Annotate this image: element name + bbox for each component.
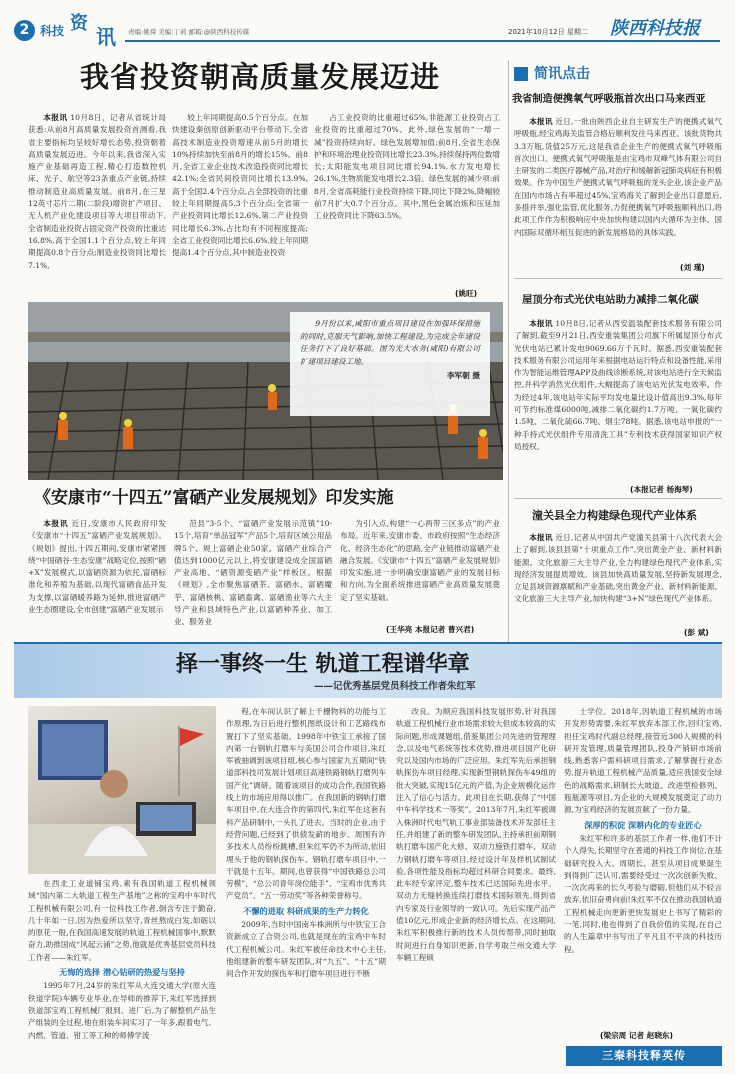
feature-col-3 <box>396 706 556 1068</box>
feature-banner <box>14 642 722 698</box>
lead-col-2 <box>172 112 308 300</box>
ankang-sign: (王华亮 本报记者 曹兴君) <box>386 625 475 634</box>
ankang-col-2 <box>174 518 332 636</box>
masthead <box>0 0 735 50</box>
feature-col-4-subhead: 深厚的积淀 深耕内化的专业匠心 <box>584 819 702 830</box>
right-column-divider <box>508 60 509 642</box>
brief-divider-1 <box>514 278 722 279</box>
brief2-lead-in: 本报讯 <box>529 319 553 328</box>
brief3-lead-in: 本报讯 <box>529 533 553 542</box>
lead-col-1 <box>28 112 166 300</box>
feature-col-2b-text: 2009年,当时中国南车株洲所与中铁宝工合资新成立了合资公司,也就是现在的宝鸡中车时代工程机械公司。朱红军被任命技术中心主任,他组建新的整车研发团队,对“九五”、“十五”期间合作开发的探伤车和打磨车项目进行不断 <box>226 920 386 979</box>
feature-col-1-text: 在西北工业道铺宝鸡,素有我国轨道工程机械领域“国内第二大轨道工程生产基地”之称的宝鸡中车时代工程机械有限公司,有一位科技工作者,倒含专注于勤奋,几十年如一日,因为热爱所以坚守,青丝熬成白发,如砺以的原花一般,在我国高速发展的轨道工程机械国事中,默默奋力,助推国成“风起云涌”之势,他就是优秀基层党员科技工作者——朱红军。 <box>28 879 216 962</box>
section-label: 科技 <box>40 24 65 38</box>
feature-sign: (梁宗周 记者 赵晓东) <box>600 1031 673 1040</box>
feature-col-4 <box>564 706 722 1028</box>
brief2-body <box>514 318 722 484</box>
portrait-photo <box>28 706 216 874</box>
lead-col-3 <box>314 112 500 284</box>
feature-badge: 三秦科技释英传 <box>566 1046 722 1066</box>
feature-col-3-text: 改良。为顺应我国科技发展形势,针对我国轨道工程机械行业市场需求较大但成本较高的实际问题,形成课题组,借鉴集团公司先进的管理理念,以及电气系统等技术优势,推进项目国产化研究以及国内市场的广泛应用。朱红军先后承担钢轨探伤车项目经理,实现新型钢轨探伤车49组的批大突破,实现15亿元的产值,为企业规模化运作注入了信心与活力。此项目在长期,获得了“中国中车科学技术一等奖”。2013年7月,朱红军被调入株洲时代电气轨工事业部装备技术开发部任主任,并组建了新的整车研发团队,主持承担前期钢轨打磨车国产化大修、双动力施铁打磨车、双动力钢轨打磨车等项目,经过设计年及样机试制试验,各项性能及指标均超过科研合同要求。最终,此车经专家评定,整车技术已达国际先进水平。双动力无缝转换连续打磨技术国际领先,得到省内专家及行业领导的一致认可。先后实现产品产值10亿元,形成企业新的经济增长点。在这期间,朱红军积极推行新的技术人员传帮带,同时抽取时间进行自身知识更新,自学考取兰州交通大学车辆工程硕 <box>396 707 556 962</box>
ankang-col-3-text: 为引入点,构建“一心两带三区多点”的产业布局。近年来,安康市委、市政府按照“生态经济化、经济生态化”的思路,全产业链推动富硒产业融合发展。《安康市“十四五”富硒产业发展规划》印发实施,进一步明确安康富硒产业的发展目标和方向,为全面系统推进富硒产业高质量发展奠定了坚实基础。 <box>340 519 500 602</box>
ankang-col-2-text: 范县”3-5个、“富硒产业发展示范镇”10-15个,培育“单品冠军”产品5个,培育区域公用品牌5个、规上富硒企业50家。富硒产业综合产值达到1000亿元以上,将安康建设成全国富硒产业高地、“硒资源变硒产业”样板区。根据《规划》,全市聚焦富硒茶、富硒水、富硒魔芋、富硒核桃、富硒畜禽、富硒渔业等六大主导产业和县域特色产业,以富硒种养业、加工业、服务业 <box>174 519 332 627</box>
ankang-lead-in: 本报讯 <box>43 519 69 528</box>
portrait-scene <box>28 706 216 874</box>
ankang-col-3 <box>340 518 500 626</box>
brief2-headline: 屋顶分布式光伏电站助力减排二氧化碳 <box>522 294 699 306</box>
feature-col-2 <box>226 706 386 1068</box>
ankang-headline: 《安康市“十四五”富硒产业发展规划》印发实施 <box>34 488 394 508</box>
ankang-col-1 <box>28 518 166 636</box>
newspaper-name: 陕西科技报 <box>610 18 700 39</box>
lead-headline: 我省投资朝高质量发展迈进 <box>80 60 441 94</box>
feature-col-1-subhead: 无悔的选择 潜心钻研的热爱与坚持 <box>59 967 185 978</box>
brief1-body <box>514 116 722 262</box>
construction-photo <box>28 302 503 480</box>
feature-col-2-text: 程,在车间认识了解上千栅物料的功能与工作原理,为日后进行整机图纸设计和工艺路线布置打下了坚实基础。1998年中铁宝工承接了国内第一台钢轨打磨车与美国公司合作项目,朱红军被抽调到该项目组,核心参与国家九五期间“铁道部科技司发展计划项目高速铁路钢轨打磨列车国产化”调研。随着该项目的成功合作,我国铁路线上的市场应用得以推广。在我国新的钢轨打磨车项目中,在大连合作的第四代,朱红军在这套有科产品研制中,一头扎了进去。当时的企业,由于经营问题,已经到了供债发薪的地步。周围有许多技术人员纷纷跳槽,但朱红军仍不为所动,依旧埋头于他的钢轨探伤车、钢轨打磨车项目中,一干就是十五年。期间,也曾获得“中国铁路总公司劳模”、“总公司青年岗位能手”、“宝鸡市优秀共产党员”、“五一劳动奖”等各种荣誉称号。 <box>226 707 386 901</box>
brief2-text: 10月8日,记者从西安温装配套技术服务有限公司了解到,截至9月21日,西安重装集团公司旗下所属屋顶分布式光伏电站已累计发电9069.66万千瓦时。据悉,西安重装配套技术服务有限公司运用年来根据电站运行特点和设备性能,采用作为智能运维管理APP及曲线诊断系统,对该电站进行全天候监控,并科学消然光伏组件,大幅提高了该电站光伏发电效率。作为经过4年,该电站年实际平均发电量比设计值高出9.3%,每年可节约标准煤6000吨,减排二氧化碳约1.7万吨、一氧化碳约1.5吨、二氧化硫66.7吨、烟尘78吨。据悉,该电站申报的“一种手持式光伏组件专用清洗工具”专利技术获得国家知识产权局授权。 <box>514 319 722 451</box>
brief-header-title: 简讯点击 <box>534 66 590 82</box>
feature-col-1 <box>28 878 216 1068</box>
brief1-text: 近日,一批由陕西企业自主研发生产的便携式氧气呼吸瓶,经宝鸡海关监管合格后顺利发往马来西亚。该批货物共3.3万瓶,货值25万元,这是我省企业生产的便携式氧气呼吸瓶首次出口。便携式氧气呼吸瓶是由宝鸡市双峰气体有限公司自主研发的二类医疗器械产品,对治疗和缓解新冠肺炎病症有积极效果。作为中国生产便携式氧气呼吸瓶的龙头企业,该企业产品在国内市场占有率超过45%,宝鸡海关了解到企业出口意愿后,多措并举,强化监管,优化服务,力促便携氧气呼吸瓶顺利出口,将此项工作作为积极响应中央加快构建以国内大循环为主体、国内国际双循环相互促进的新发展格局的具体实践。 <box>514 117 722 237</box>
lead-col-3-text: 占工业投资的比重超过65%,非能源工业投资占工业投资的比重超过70%。此外,绿色发展的“一增一减”投资持续向好。绿色发展增加值:前8月,全省生态保护和环境治理业投资同比增长23.3%,持续保持两位数增长;太阳能发电项目同比增长94.1%,水力发电增长26.1%,生物质能发电增长2.3倍。绿色发展的减少项:前8月,全省高耗能行业投资持续下降,同比下降2%,降幅较前7月扩大0.7个百分点。其中,黑色金属冶炼和压延加工业投资同比下降63.5%。 <box>314 113 500 221</box>
brief3-headline: 潼关县全力构建绿色现代产业体系 <box>532 509 697 522</box>
brief-divider-2 <box>514 498 722 499</box>
brief1-sign: (刘 瑾) <box>680 263 705 272</box>
feature-col-4b-text: 朱红军和许多的基层工作者一样,他们不计个人得失,长期坚守在普通的科技工作岗位,在基础研究投入大、周期长、甚至从项目成果诞生到得到广泛认可,需要经受过一次次创新失败、一次次再来的长久考验与磨砺,但他们从不轻言放弃,依旧奋勇向前!朱红军不仅在推动我国轨道工程机械走向更新更快发展史上书写了精彩的一笔,同时,他也得到了自我价值的实现,在自己的人生篇章中书写出了平凡且不平淡的科技历程。 <box>564 833 722 954</box>
brief1-headline: 我省制造便携氧气呼吸瓶首次出口马来西亚 <box>512 94 706 105</box>
section-char-zi: 资 <box>70 13 88 34</box>
feature-col-2-subhead: 不懈的进取 科研成果的生产力转化 <box>243 905 369 916</box>
masthead-rule <box>125 40 720 42</box>
lead-col-1-text: 10月8日，记者从省统计局获悉:从前8月高质量发展投资首测看,我省主要指标均呈较好增长态势,投资朝着高质量发展迈进。今年以来,我省深入实施产业基础再造工程,精心打造数控机床、光子、航空等23条重点产业链,持续推动制造业高质量发展。前8月,在三星12英寸芯片二期(二阶段)增资扩产项目、无人机产业化建设项目等大项目带动下,全省制造业投资占固定资产投资的比重达16.8%,高于全国1.1个百分点,较上年同期提高0.8个百分点;制造业投资同比增长7.1%, <box>28 113 166 270</box>
lead-col-2-text: 较上年同期提高0.5个百分点。在加快建设秦创原创新驱动平台带动下,全省高技术制造业投资增速从前5月的增长10%持续加快至前8月的增长15%。前8月,全省工业企业技术改造投资同比增长42.1%;全省民间投资同比增长13.9%,高于全国2.4个百分点,占全部投资的比重较上年同期提高5.3个百分点;全省第一产业投资同比增长12.6%,第二产业投资同比增长6.3%,占比均有不同程度提高;全省工业投资同比增长6.6%,较上年同期提高1.4个百分点,其中制造业投资 <box>172 113 308 258</box>
photo-caption: 9月份以来,咸阳市重点项目建设在加强环保措施的同时,克服天气影响,加快工程建设,为完成全年建设任务打下了良好基础。图为光大水务(咸阳)有限公司扩建项目建设工地。 <box>300 319 480 366</box>
feature-col-4-text: 士学位。2018年,因轨道工程机械的市场开发形势需要,朱红军放弃本部工作,回归宝鸡,担任宝鸡时代副总经理,接管近300人规模的科研开发管理,质量管理团队,投身产销研市场前线,熟悉客户需科研项目需求,了解掌握行业态势,提升轨道工程机械产品质量,适应我国安全绿色的战略需求,研制长大坡道、改进型检修列、瓶瓶源等项目,为企业的大规模发展奠定了动力源,为宝鸡经济的发展贡献了一份力量。 <box>564 707 722 815</box>
feature-headline: 择一事终一生 轨道工程谱华章 <box>176 652 470 677</box>
section-char-xun: 讯 <box>96 25 116 49</box>
issue-date: 2021年10月12日 星期二 <box>508 28 588 36</box>
feature-col-1b-text: 1995年7月,24岁的朱红军从大连交通大学(原大连铁道学院)车辆专业毕业,在导师的推荐下,朱红军选择到铁道部宝鸡工程机械厂报到。进厂后,为了解整机产品生产组装的全过程,他在组装车间实习了一年多,跟着电气、内燃、管道、钳工等工种的师傅学流 <box>28 981 216 1040</box>
brief3-text: 近日,记者从中国共产党潼关县第十八次代表大会上了解到,该县县第“十项重点工作”,突出黄金产业、新材料新能源、文化旅游三大主导产业,全力构建绿色现代产业体系,实现经济发展提质增效。该县加快高质量发展,坚持新发展理念,立足县域资源禀赋和产业基础,突出黄金产业、新材料新能源、文化旅游三大主导产业,加快构建“3+N”绿色现代产业体系。 <box>514 533 722 604</box>
brief3-sign: (彭 斌) <box>684 628 709 637</box>
photo-caption-box <box>290 312 490 416</box>
brief2-sign: (本报记者 杨海琴) <box>630 485 693 494</box>
lead-sign: (姚旺) <box>455 289 478 298</box>
brief1-lead-in: 本报讯 <box>529 117 553 126</box>
feature-subtitle: ——记优秀基层党员科技工作者朱红军 <box>314 681 476 692</box>
editor-info: 责编:姚舜 美编:丁莉 邮箱:@陕西科技传媒 <box>128 28 250 36</box>
ankang-col-1-text: 近日,安康市人民政府印发《安康市“十四五”富硒产业发展规划》。《规划》提出,十四五期间,安康市紧紧围绕“中国硒谷·生态安康”战略定位,按照“硒+X”发展模式,以富硒资源为依托,富硒标准化和养殖为基础,以现代富硒食品开发为支撑,以富硒暖养路为延伸,推进富硒产业生态圈建设,全市创建“富硒产业发展示 <box>28 519 166 615</box>
photo-credit: 李军朝 摄 <box>446 371 480 380</box>
brief-header <box>514 64 722 84</box>
lead-in-label: 本报讯 <box>43 113 68 122</box>
page-number-badge: 2 <box>14 20 35 41</box>
brief-header-icon <box>514 67 528 81</box>
brief3-body <box>514 532 722 626</box>
